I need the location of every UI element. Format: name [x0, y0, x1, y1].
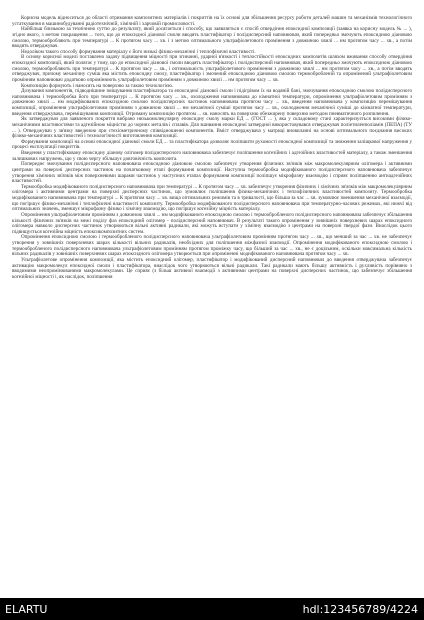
paragraph: Недоліком такого способу формування матеріалу є його низькі фізико-механічні і теплофізичні властивості.: [21, 48, 256, 55]
paragraph: Дозування компонентів, підводнішине зміщування пластифікатора та епоксидної діанової смоли і підігрівом їх на водяній бані, змочування епоксидною смолою полідисперсного наповнювача і термообробка його при температурі ... К протягом часу ... хв., охолодження наповнювача до кімнатної температури, опромінення ультрафіолетовим промінням з довжиною хвилі ... нм модифікованих епоксидною смолою полідисперсних частинок наповнювача протягом часу ... хв., введення наповнювача у композицію перемішування композиції, опромінення ультрафіолетовим промінням з довжиною хвилі ... нм механічної суміші протягом часу ... хв., охолодження механічної суміші до кімнатної температури, введення отверджувача, перемішування композиції. Отриману композицію протягом ... хв. наносять на поверхню обезжирену поверхню методом пневматичного розпилення.: [12, 88, 412, 117]
paragraph: Як затверджувач для заявленого покриття вибрано низькомолекулярну епоксидну смолу марки ЕД ... (ГОСТ ... ), яка у складовому стані характеризується високими фізико-механічними властивостями та адгезійною міцністю до чорних металів і сплавів. Для зшивання епоксидної затвердної використовувався отверджувач поліетиленполіамін (ПЕПА) (ТУ ... ). Отверджувач у зв'язку введеною при стехіометричному співвідношенні компонентів. Вміст отверджувача у матриці вновиланні на основі оптимального поєднання високих фізико-механічних властивостей і технологічності виготовлення композиції.: [12, 116, 412, 140]
document-body: [12, 16, 412, 280]
paragraph: Введення у пластифіковану епоксидну діанову олігомер полідисперсного наповнювача забезпечує поліпшення когезійних і адгезійних властивостей матеріалу, а також зменшення залишкових напружень, що у свою чергу збільшує довговічність композита.: [12, 150, 412, 162]
paragraph: Термообробка модифікованого полідисперсного наповнювача при температурі ... К протягом часу ... хв. забезпечує утворення фізичних і хімічних зв'язків між макромолекулярним олігомера і активними центрами на поверхні дисперсних частинок, що зумовлює поліпшення фізико-механічних і теплофізичних властивостей композиту. Термообробка модифікованого наповнювача при температурі ... К протягом часу ... хв. вища оптимальних режимів та в тривалості, що більша за час ... хв. зумовлює зменшення механічної взаємодії, що погіршує фізико-механічні і теплофізичні властивості композиту. Термообробка модифікованого полідисперсного наповнювача при температурно-часових режимах, які нижчі від оптимальних значень, зменшує мікрофазну фізико і хімічну взаємодію, що погіршує когезійну міцність матеріалу.: [12, 183, 412, 213]
footer-bar: [0, 598, 424, 620]
paragraph: Найбільш близькою за технічною суттю до результату, який досягається і способу, що заявляється є спосіб отвердіння епоксидної композиції (заявка на корисну модель № ... ), згідно якого, з метою покращення ... того, що до епоксидної діанової смоли вводять пластифікатор і полідисперсний наповнювач, який попередньо змочують епоксидною діановою смолою, термообробляють при температурі ... К протягом часу ... хв. і з метою оптимального ультрафіолетового промінення з довжиною хвилі ... нм протягом часу ... хв., а потім вводять отверджувач.: [12, 26, 412, 50]
paragraph: Корисна модель відноситься до області отримання композитних матеріалів і покриттів на їх основі для збільшення ресурсу роботи деталей машин та механізмів технологічного устаткування в машинобудуванні радіотехнічній, хімічній і харчовій промисловості.: [12, 15, 412, 27]
paragraph: Ультрафіолетове опромінення композиції, яка містить епоксидний олігомер, пластифікатор і модифікований дисперсний наповнювач до введення отверджувача забезпечує активацію макромолекул епоксидної смоли і пластифікатора, внаслідок чого утворюються вільні радикали. Такі радикали мають більшу активність і рухливість порівняно з вводимими неопромінюваними макромолекулами. Це сприяє (з більш активної взаємодії з активними центрами на поверхні дисперсних частинок, що забезпечує збільшення когезійної міцності і, як наслідок, поліпшення: [12, 256, 412, 280]
paragraph: Опромінення ультрафіолетовим промінням з довжиною хвилі ... нм модифікованого епоксидною смолою і термообробленого полідисперсного наповнювача забезпечує збільшення кількості фізичних зв'язків на межі поділу фаз епоксидний олігомер - полідисперсний наповнювач. В результаті такого опромінення у зовнішніх поверхневих шарах епоксидного олігомера навколо дисперсних частинок утворюються вільні активні радикали, які можуть вступати у хімічну взаємодію з центрами на поверхні твердої фази. Внаслідок цього підвищується когезійна міцність епоксикомпозитних систем.: [12, 211, 412, 235]
footer-source-label: ELARTU: [5, 602, 48, 616]
paragraph: В основу корисної моделі поставлено задачу підвищення міцності при згинанні, ударної в'язкості і теплостійкості епоксидних композитів шляхом вживання способу отвердіння епоксидної композиції, який полягає у тому, що до епоксидної діанової смоли вводять пластифікатор і полідисперсний наповнювач, який попередньо змочують епоксидною діановою смолою, термообробляють при температурі ... К протягом часу ... хв., і оптимальність ультрафіолетового промінення з довжиною хвилі ... нм протягом часу ... хв., а потім вводять отверджувач, причому механічну суміш яка містить епоксидну смолу, пластифікатор і змочений епоксидною діановою смолою термообробленій та опромінений ультрафіолетовим промінням наповнювач додатково опромінюють ультрафіолетовим промінням з довжиною хвилі ... нм протягом часу ... хв.: [12, 54, 412, 83]
paragraph: Опромінення епоксидною смолою і термообробленого полідисперсного наповнювача ультрафіолетовим промінням протягом часу ... хв., що менший за час ... хв. не забезпечує утворення у зовнішніх поверхневих шарах кількості вільних радикалів, необхідних для поліпшення міжфазної взаємодії. Опромінення модифікованого епоксидною смолою і термообробленого полідисперсного наповнювача ультрафіолетовим промінням протягом проміжку часу, що більший за час ... хв., не є доцільним, оскільки максимальна кількість вільних радикалів у зовнішніх поверхневих шарах епоксидного олігомера утворюється при опроміненні модифікованого наповнювача протягом часу ... хв.: [12, 234, 412, 258]
paragraph: Попереднє змочування полідисперсного наповнювача епоксидною діановою смолою забезпечує утворення фізичних зв'язків між макромолекулярним олігомера і активними центрами на поверхні дисперсних частинок на початковому етапі формування композиції. Наступна термообробка модифікованого полідисперсного наповнювача забезпечує утворення хімічних зв'язків між поверхневими шарами частинок у наступних етапах формування композиції поліпшує мікрофазну взаємодію і сприяє поліпшенню антиадгезійних властивостей.: [12, 161, 412, 185]
paragraph: Формування композиції на основі епоксидної діанової смоли ЕД ... та пластифікатора дозволяє поліпшити рухомості епоксидної композиції та зниження заліщкової напруження у процесі експлуатації покриттів.: [12, 138, 412, 151]
footer-handle-label: hdl:123456789/4224: [302, 602, 418, 616]
paragraph: Композицію формують і наносять на поверхню за такою технологією.: [21, 82, 174, 89]
